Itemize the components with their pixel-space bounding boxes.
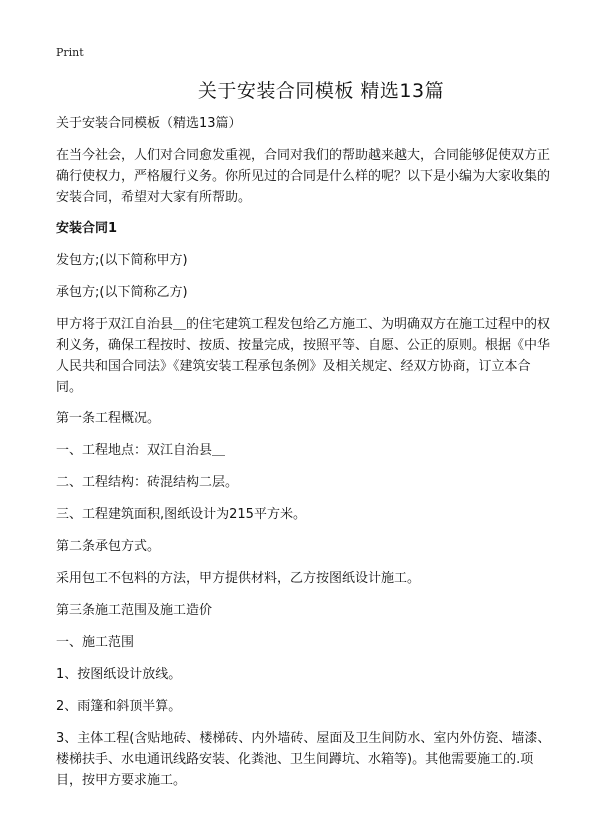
article-1-item-3: 三、工程建筑面积,图纸设计为215平方米。 [56, 507, 306, 522]
section-heading: 安装合同1 [56, 221, 118, 236]
article-1-title: 第一条工程概况。 [56, 411, 161, 426]
preamble-paragraph: 甲方将于双江自治县＿的住宅建筑工程发包给乙方施工、为明确双方在施工过程中的权利义务，确保工程按时、按质、按量完成，按照平等、自愿、公正的原则。根据《中华人民共和国合同法》《建筑安装工程承包条例》及相关规定、经双方协商，订立本合同。 [56, 317, 551, 395]
scope-item-2: 2、雨篷和斜顶半算。 [56, 699, 182, 714]
article-2-body: 采用包工不包料的方法，甲方提供材料，乙方按图纸设计施工。 [56, 571, 421, 586]
article-1-item-1: 一、工程地点：双江自治县＿ [56, 443, 226, 458]
scope-title: 一、施工范围 [56, 635, 135, 650]
document-page [56, 76, 556, 801]
scope-item-1: 1、按图纸设计放线。 [56, 667, 182, 682]
scope-item-3: 3、主体工程(含贴地砖、楼梯砖、内外墙砖、屋面及卫生间防水、室内外仿瓷、墙漆、楼梯扶手、水电通讯线路安装、化粪池、卫生间蹲坑、水箱等)。其他需要施工的.项目，按甲方要求施工。 [56, 731, 551, 788]
article-2-title: 第二条承包方式。 [56, 539, 161, 554]
article-1-item-2: 二、工程结构：砖混结构二层。 [56, 475, 239, 490]
intro-paragraph: 在当今社会，人们对合同愈发重视，合同对我们的帮助越来越大，合同能够促使双方正确行使权力，严格履行义务。你所见过的合同是什么样的呢？以下是小编为大家收集的安装合同，希望对大家有所帮助。 [56, 148, 551, 205]
print-link[interactable]: Print [56, 46, 84, 59]
party-a-line: 发包方;(以下简称甲方) [56, 253, 188, 268]
document-subtitle: 关于安装合同模板（精选13篇） [56, 116, 242, 131]
document-title: 关于安装合同模板 精选13篇 [197, 80, 445, 102]
party-b-line: 承包方;(以下简称乙方) [56, 285, 188, 300]
article-3-title: 第三条施工范围及施工造价 [56, 603, 213, 618]
